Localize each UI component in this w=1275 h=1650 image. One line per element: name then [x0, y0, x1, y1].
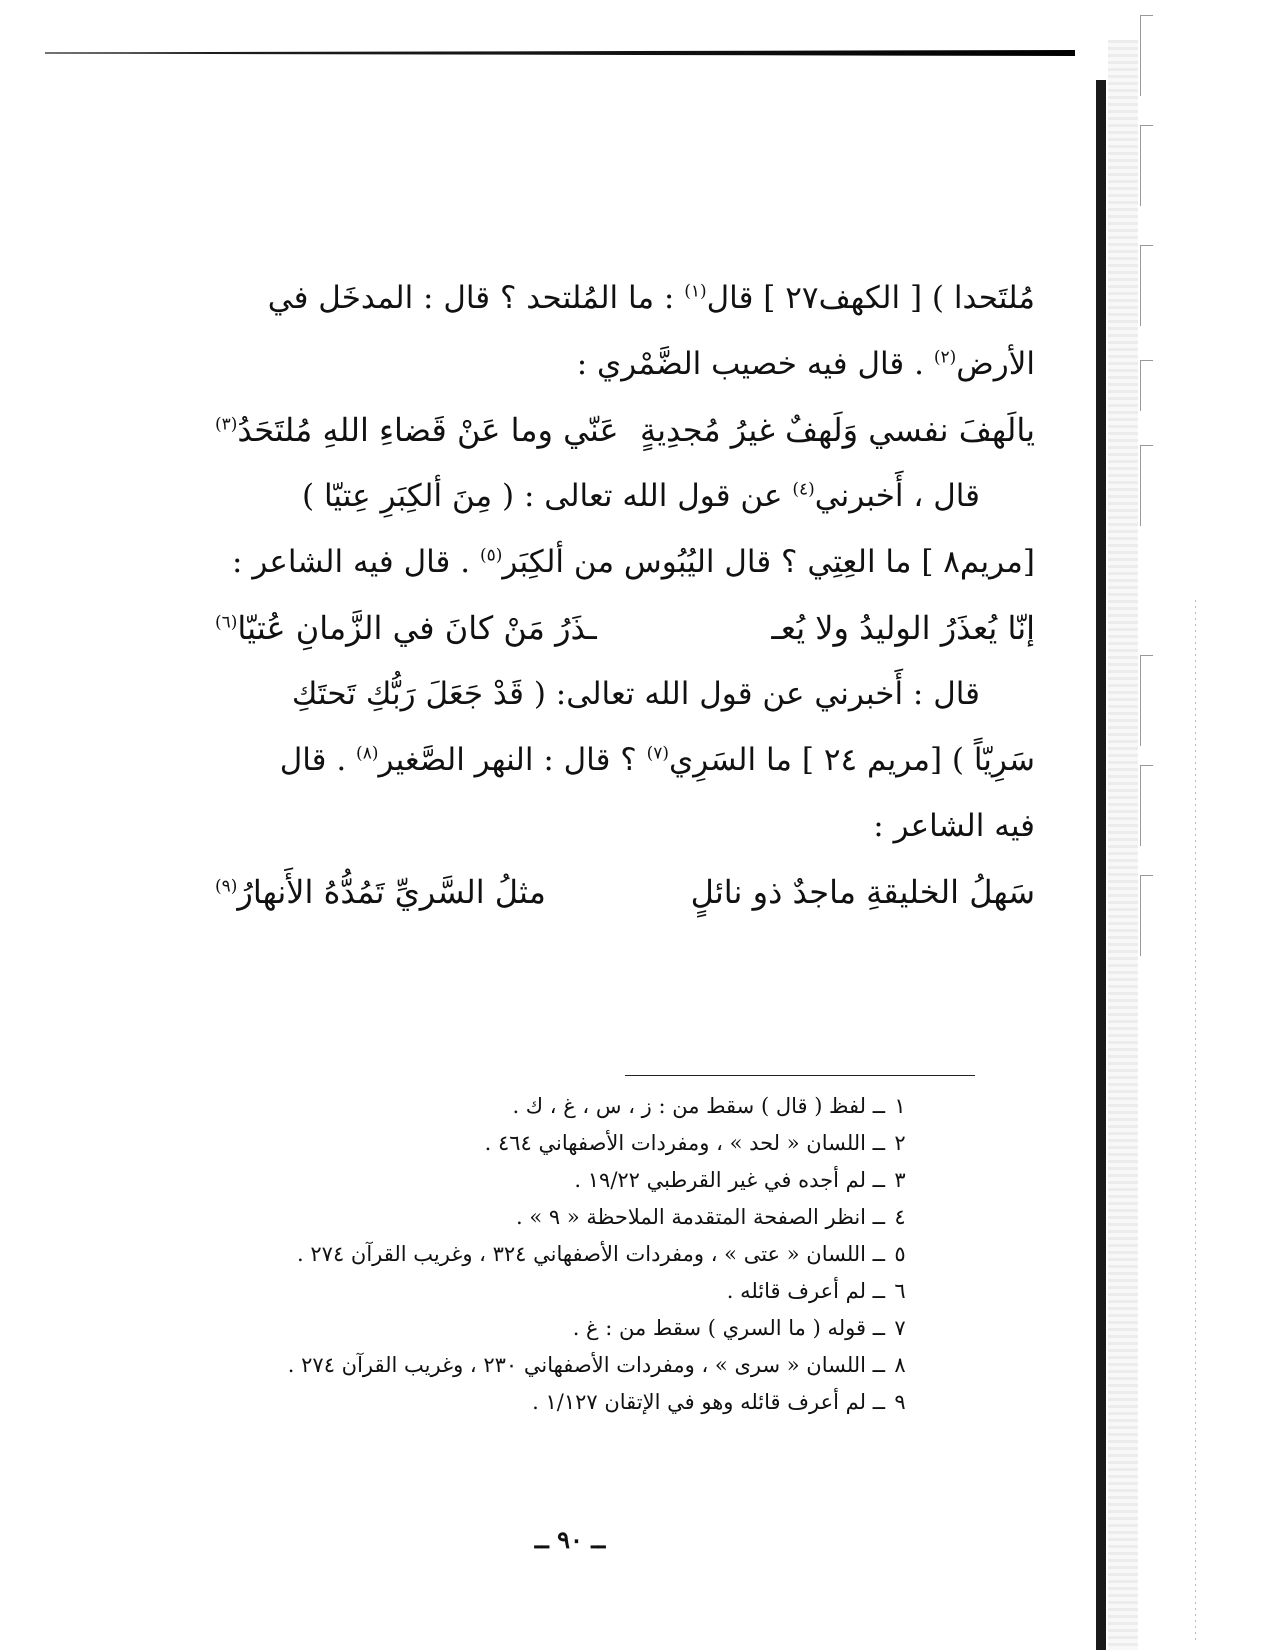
edge-mark [1140, 445, 1153, 526]
edge-mark [1140, 245, 1153, 326]
footnote-rule [625, 1075, 975, 1076]
body-line: قال ، أَخبرني$^{(٤)}$ عن قول الله تعالى : ( مِنَ ألكِبَرِ عِتيّا ) [302, 478, 980, 514]
footnote-item: ٨ــ اللسان « سرى » ، ومفردات الأصفهاني ٢٣٠ ، وغريب القرآن ٢٧٤ . [287, 1353, 906, 1377]
page-edge-marks [1140, 15, 1180, 1635]
top-rule [45, 50, 1075, 56]
footnote-item: ١ــ لفظ ( قال ) سقط من : ز ، س ، غ ، ك . [512, 1094, 906, 1118]
verse-second-half: مثلُ السَّريِّ تَمُدُّهُ الأَنهارُ$^{(٩)}$ [215, 873, 546, 911]
footnote-item: ٥ــ اللسان « عتى » ، ومفردات الأصفهاني ٣٢٤ ، وغريب القرآن ٢٧٤ . [297, 1242, 906, 1266]
binding-shadow [1108, 40, 1138, 1650]
verse-first-half: إنّا يُعذَرُ الوليدُ ولا يُعـ [771, 609, 1035, 647]
edge-mark [1140, 875, 1153, 956]
verse-second-half: عَنّي وما عَنْ قَضاءِ اللهِ مُلتَحَدُ$^{(٣)}$ [215, 411, 619, 449]
edge-mark [1140, 765, 1153, 846]
footnote-item: ٤ــ انظر الصفحة المتقدمة الملاحظة « ٩ » . [516, 1205, 906, 1229]
binding-edge [1096, 80, 1106, 1650]
body-line: [مريم٨ ] ما العِتِي ؟ قال اليُبُوس من ألكِبَر$^{(٥)}$ . قال فيه الشاعر : [232, 544, 1035, 580]
footnote-item: ٢ــ اللسان « لحد » ، ومفردات الأصفهاني ٤٦٤ . [484, 1131, 906, 1155]
verse-first-half: يالَهفَ نفسي وَلَهفٌ غيرُ مُجدِيةٍ [639, 411, 1035, 449]
footnotes [180, 1088, 915, 1421]
footnote-item: ٦ــ لم أعرف قائله . [726, 1279, 906, 1303]
edge-mark [1140, 15, 1153, 96]
verse-line [215, 397, 1035, 463]
edge-mark [1140, 125, 1153, 206]
body-line: سَرِيّاً ) [مريم ٢٤ ] ما السَرِي$^{(٧)}$ ؟ قال : النهر الصَّغير$^{(٨)}$ . قال [279, 742, 1035, 778]
verse-line [215, 595, 1035, 661]
edge-mark [1140, 655, 1153, 746]
footnote-item: ٣ــ لم أجده في غير القرطبي ١٩/٢٢ . [574, 1168, 906, 1192]
body-line: فيه الشاعر : [873, 808, 1035, 844]
verse-line [215, 859, 1035, 925]
body-line: الأرض$^{(٢)}$ . قال فيه خصيب الضَّمْري : [576, 346, 1035, 382]
edge-mark [1140, 360, 1153, 411]
page-number: ــ ٩٠ ــ [534, 1525, 606, 1554]
verse-second-half: ـذَرُ مَنْ كانَ في الزَّمانِ عُتيّا$^{(٦)}$ [215, 609, 597, 647]
body-line: مُلتَحدا ) [ الكهف٢٧ ] قال$^{(١)}$ : ما المُلتحد ؟ قال : المدخَل في [267, 280, 1035, 316]
body-line: قال : أَخبرني عن قول الله تعالى: ( قَدْ جَعَلَ رَبُّكِ تَحتَكِ [291, 676, 980, 712]
footnote-item: ٧ــ قوله ( ما السري ) سقط من : غ . [572, 1316, 906, 1340]
verse-first-half: سَهلُ الخليقةِ ماجدٌ ذو نائلٍ [690, 873, 1035, 911]
footnote-item: ٩ــ لم أعرف قائله وهو في الإتقان ١/١٢٧ . [532, 1390, 906, 1414]
page-edge-line [1195, 600, 1196, 1640]
body-text [215, 265, 1035, 925]
